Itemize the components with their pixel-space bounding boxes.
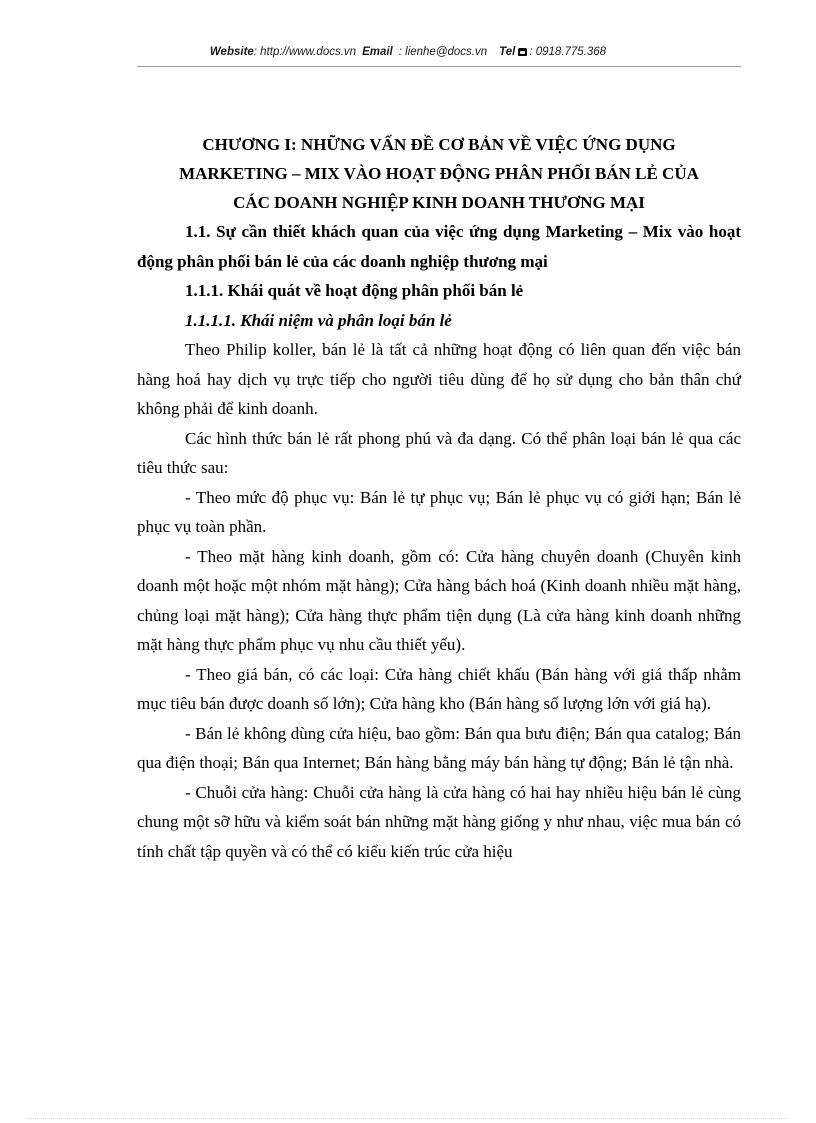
section-heading-1-1-1: 1.1.1. Khái quát về hoạt động phân phối bán lẻ [185,281,524,300]
paragraph-retail-definition: Theo Philip koller, bán lẻ là tất cả những hoạt động có liên quan đến việc bán hàng hoá hay dịch vụ trực tiếp cho người tiêu dùng để họ sử dụng cho bản thân chứ không phải để kinh doanh. [137,340,741,418]
page-bottom-edge [28,1118,788,1119]
website-url: : http://www.docs.vn [253,46,357,58]
list-item-non-store: - Bán lẻ không dùng cửa hiệu, bao gồm: Bán qua bưu điện; Bán qua catalog; Bán qua điện thoại; Bán qua Internet; Bán hàng bằng máy bán hàng tự động; Bán lẻ tận nhà. [137,723,741,772]
header-divider [137,66,741,67]
list-item-chain-store: - Chuỗi cửa hàng: Chuỗi cửa hàng là cửa hàng có hai hay nhiều hiệu bán lẻ cùng chung một sỡ hữu và kiểm soát bán những mặt hàng giống y như nhau, việc mua bán có tính chất tập quyền và có thể có kiểu kiến trúc cửa hiệu [137,782,741,861]
list-item-price: - Theo giá bán, có các loại: Cửa hàng chiết khấu (Bán hàng với giá thấp nhằm mục tiêu bán được doanh số lớn); Cửa hàng kho (Bán hàng số lượng lớn với giá hạ). [137,664,741,713]
paragraph-retail-forms: Các hình thức bán lẻ rất phong phú và đa dạng. Có thể phân loại bán lẻ qua các tiêu thức sau: [137,428,741,477]
chapter-title [137,130,741,217]
chapter-title-line-2: MARKETING – MIX VÀO HOẠT ĐỘNG PHÂN PHỐI BÁN LẺ CỦA [179,164,699,183]
chapter-title-line-3: CÁC DOANH NGHIỆP KINH DOANH THƯƠNG MẠI [233,193,645,212]
chapter-title-line-1: CHƯƠNG I: NHỮNG VẤN ĐỀ CƠ BẢN VỀ VIỆC ỨNG DỤNG [202,135,676,154]
email-label: Email [362,46,393,58]
website-label: Website [209,46,254,58]
tel-label: Tel [499,46,516,58]
tel-number: : 0918.775.368 [529,46,607,58]
section-heading-1-1: 1.1. Sự cần thiết khách quan của việc ứng dụng Marketing – Mix vào hoạt động phân phối bán lẻ của các doanh nghiệp thương mại [137,222,741,271]
list-item-merchandise: - Theo mặt hàng kinh doanh, gồm có: Cửa hàng chuyên doanh (Chuyên kinh doanh một hoặc một nhóm mặt hàng); Cửa hàng bách hoá (Kinh doanh nhiều mặt hàng, chủng loại mặt hàng); Cửa hàng thực phẩm tiện dụng (Là cửa hàng kinh doanh những mặt hàng thực phẩm phục vụ nhu cầu thiết yếu). [137,546,741,654]
page-header [0,46,816,58]
document-body [137,130,741,866]
section-heading-1-1-1-1: 1.1.1.1. Khái niệm và phân loại bán lẻ [185,310,452,330]
telephone-icon [518,48,527,56]
email-address: : lienhe@docs.vn [398,46,488,58]
list-item-service-level: - Theo mức độ phục vụ: Bán lẻ tự phục vụ; Bán lẻ phục vụ có giới hạn; Bán lẻ phục vụ toàn phần. [137,487,741,536]
